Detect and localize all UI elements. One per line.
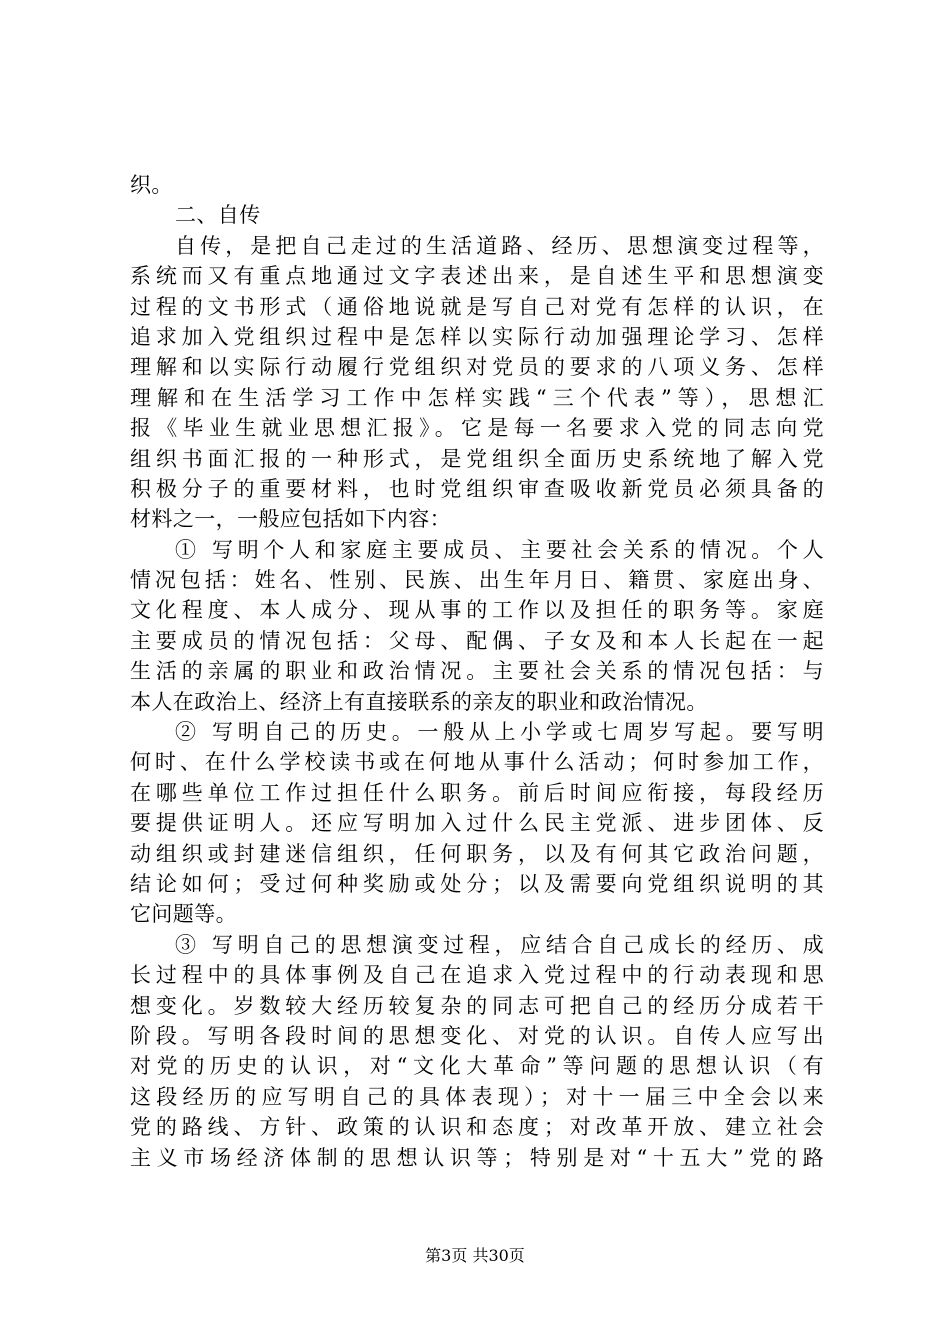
text-line: 情况包括：姓名、性别、民族、出生年月日、籍贯、家庭出身、 [130, 568, 824, 593]
text-line: ① 写明个人和家庭主要成员、主要社会关系的情况。个人 [175, 537, 824, 562]
text-line: 阶段。写明各段时间的思想变化、对党的认识。自传人应写出 [130, 1023, 824, 1048]
text-line: 主义市场经济体制的思想认识等；特别是对“十五大”党的路 [130, 1145, 824, 1170]
text-line: 追求加入党组织过程中是怎样以实际行动加强理论学习、怎样 [130, 324, 824, 349]
text-line: 过程的文书形式（通俗地说就是写自己对党有怎样的认识，在 [130, 294, 824, 319]
text-line: 主要成员的情况包括：父母、配偶、子女及和本人长起在一起 [130, 628, 824, 653]
text-line: ③ 写明自己的思想演变过程，应结合自己成长的经历、成 [175, 932, 824, 957]
text-line: 何时、在什么学校读书或在何地从事什么活动；何时参加工作， [130, 750, 824, 775]
text-line: 系统而又有重点地通过文字表述出来，是自述生平和思想演变 [130, 264, 824, 289]
text-line: 党的路线、方针、政策的认识和态度；对改革开放、建立社会 [130, 1115, 824, 1140]
document-body [130, 170, 824, 1173]
text-line: 结论如何；受过何种奖励或处分；以及需要向党组织说明的其 [130, 871, 824, 896]
text-line: 本人在政治上、经济上有直接联系的亲友的职业和政治情况。 [130, 689, 708, 714]
text-line: 这段经历的应写明自己的具体表现）；对十一届三中全会以来 [130, 1084, 824, 1109]
text-line: 自传，是把自己走过的生活道路、经历、思想演变过程等， [175, 233, 824, 258]
text-line: 动组织或封建迷信组织，任何职务，以及有何其它政治问题， [130, 841, 824, 866]
page-footer: 第3页 共30页 [425, 1246, 525, 1265]
text-line: 二、自传 [175, 203, 261, 228]
text-line: 要提供证明人。还应写明加入过什么民主党派、进步团体、反 [130, 811, 824, 836]
text-line: 组织书面汇报的一种形式，是党组织全面历史系统地了解入党 [130, 446, 824, 471]
text-line: ② 写明自己的历史。一般从上小学或七周岁写起。要写明 [175, 720, 824, 745]
text-line: 想变化。岁数较大经历较复杂的同志可把自己的经历分成若干 [130, 993, 824, 1018]
text-line: 理解和以实际行动履行党组织对党员的要求的八项义务、怎样 [130, 355, 824, 380]
text-line: 长过程中的具体事例及自己在追求入党过程中的行动表现和思 [130, 963, 824, 988]
text-line: 织。 [130, 173, 173, 197]
text-line: 理解和在生活学习工作中怎样实践“三个代表”等），思想汇 [130, 385, 824, 410]
text-line: 材料之一，一般应包括如下内容： [130, 507, 451, 532]
text-line: 对党的历史的认识，对“文化大革命”等问题的思想认识（有 [130, 1054, 824, 1079]
text-line: 生活的亲属的职业和政治情况。主要社会关系的情况包括：与 [130, 659, 824, 684]
text-line: 积极分子的重要材料，也时党组织审查吸收新党员必须具备的 [130, 476, 824, 501]
text-line: 文化程度、本人成分、现从事的工作以及担任的职务等。家庭 [130, 598, 824, 623]
text-line: 报《毕业生就业思想汇报》。它是每一名要求入党的同志向党 [130, 416, 824, 441]
text-line: 在哪些单位工作过担任什么职务。前后时间应衔接，每段经历 [130, 780, 824, 805]
text-line: 它问题等。 [130, 902, 237, 927]
